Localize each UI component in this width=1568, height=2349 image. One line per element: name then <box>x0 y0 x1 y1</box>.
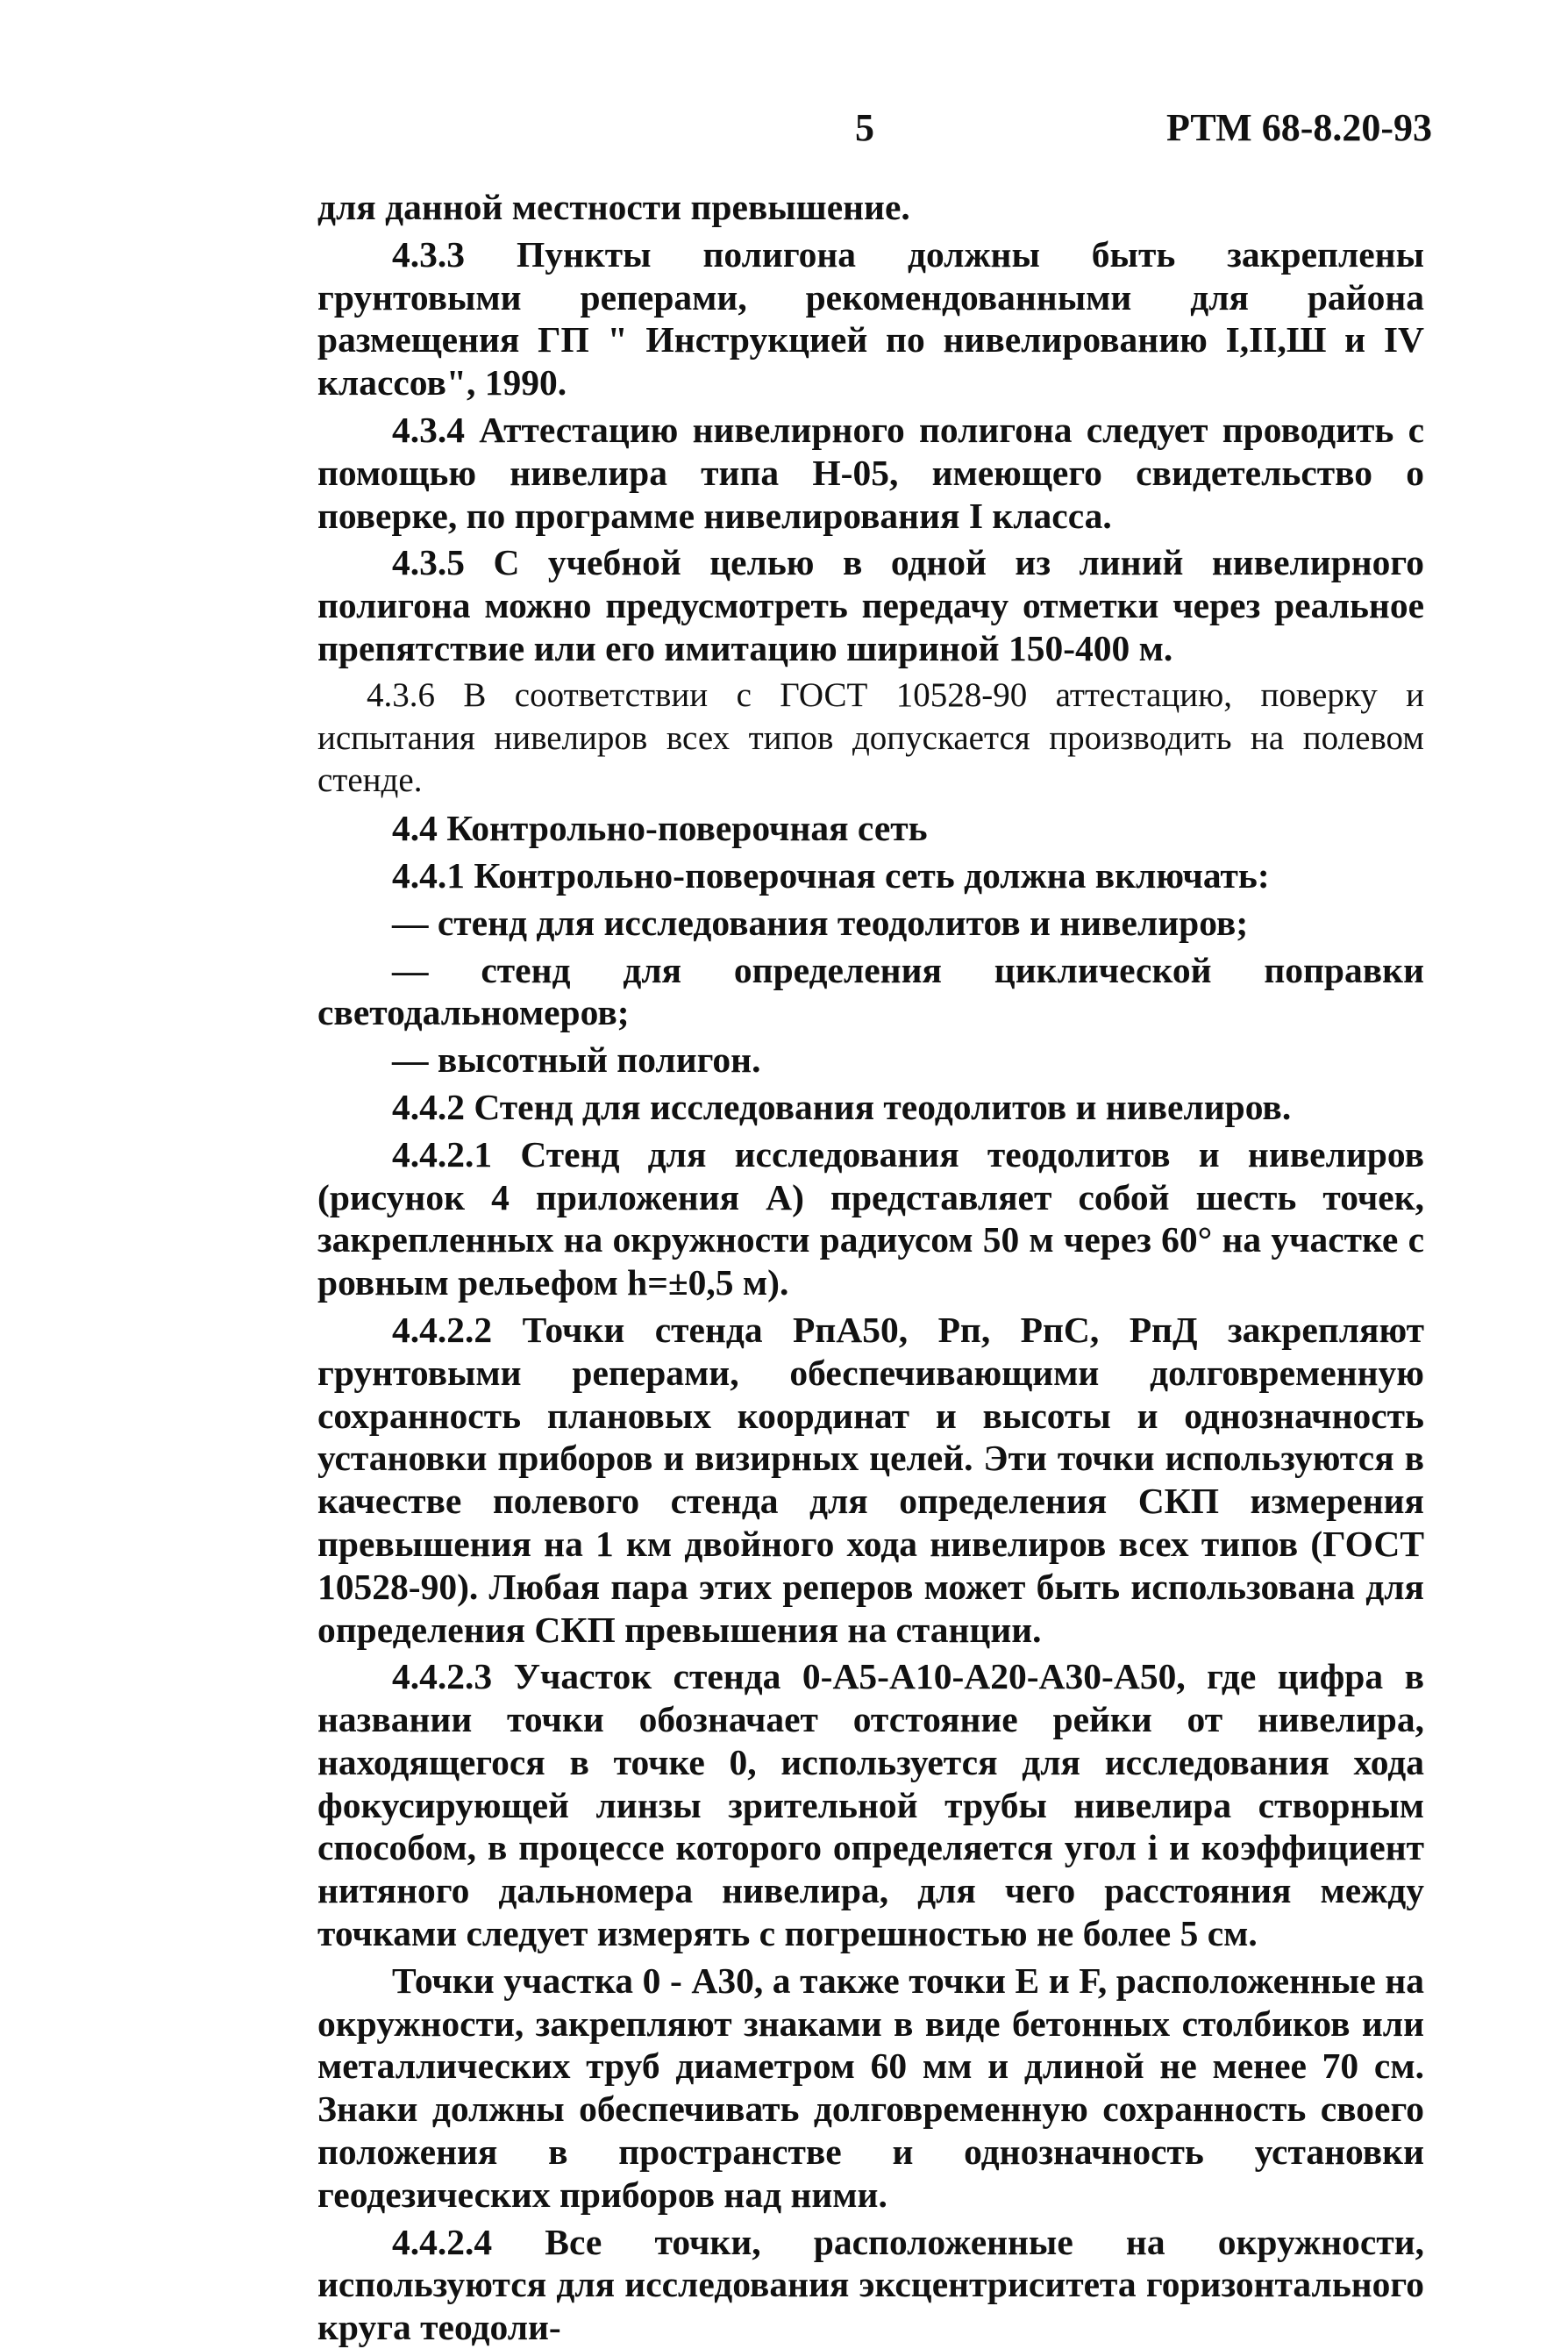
paragraph: 4.3.3 Пункты полигона должны быть закреплены грунтовыми реперами, рекомендованными для района размещения ГП " Инструкцией по нивелированию I,II,Ш и IV классов", 1990. <box>317 233 1424 403</box>
paragraph: 4.4.1 Контрольно-поверочная сеть должна включать: <box>392 854 1270 896</box>
list-item: — стенд для определения циклической поправки светодальномеров; <box>317 949 1424 1033</box>
paragraph: 4.4.2.3 Участок стенда 0-А5-А10-А20-А30-А50, где цифра в названии точки обозначает отстояние рейки от нивелира, находящегося в точке 0, используется для исследования хода фокусирующей линзы зрительной трубы нивелира створным способом, в процессе которого определяется угол i и коэффициент нитяного дальномера нивелира, для чего расстояния между точками следует измерять с погрешностью не более 5 см. <box>317 1656 1424 1954</box>
paragraph: 4.3.6 В соответствии с ГОСТ 10528-90 аттестацию, поверку и испытания нивелиров всех типов допускается производить на полевом стенде. <box>317 675 1424 800</box>
paragraph: 4.4.2 Стенд для исследования теодолитов и нивелиров. <box>392 1086 1292 1127</box>
body-text <box>317 186 1424 2349</box>
page-number: 5 <box>855 106 874 149</box>
paragraph: 4.4.2.1 Стенд для исследования теодолитов и нивелиров (рисунок 4 приложения А) представляет собой шесть точек, закрепленных на окружности радиусом 50 м через 60° на участке с ровным рельефом h=±0,5 м). <box>317 1133 1424 1303</box>
paragraph: 4.3.4 Аттестацию нивелирного полигона следует проводить с помощью нивелира типа Н-05, имеющего свидетельство о поверке, по программе нивелирования I класса. <box>317 409 1424 536</box>
paragraph: 4.3.5 С учебной целью в одной из линий нивелирного полигона можно предусмотреть передачу отметки через реальное препятствие или его имитацию шириной 150-400 м. <box>317 542 1424 668</box>
list-item: — высотный полигон. <box>392 1039 761 1081</box>
paragraph: для данной местности превышение. <box>317 187 910 227</box>
paragraph: 4.4.2.4 Все точки, расположенные на окружности, используются для исследования эксцентриситета горизонтального круга теодоли- <box>317 2221 1424 2348</box>
document-code: РТМ 68-8.20-93 <box>1166 106 1433 149</box>
page-header <box>0 105 1568 158</box>
paragraph: Точки участка 0 - А30, а также точки Е и F, расположенные на окружности, закрепляют знаками в виде бетонных столбиков или металлических труб диаметром 60 мм и длиной не менее 70 см. Знаки должны обеспечивать долговременную сохранность своего положения в пространстве и однозначность установки геодезических приборов над ними. <box>317 1960 1424 2215</box>
section-heading: 4.4 Контрольно-поверочная сеть <box>392 808 928 849</box>
paragraph: 4.4.2.2 Точки стенда РпА50, Рп, РпС, РпД закрепляют грунтовыми реперами, обеспечивающими долговременную сохранность плановых координат и высоты и однозначность установки приборов и визирных целей. Эти точки используются в качестве полевого стенда для определения СКП измерения превышения на 1 км двойного хода нивелиров всех типов (ГОСТ 10528-90). Любая пара этих реперов может быть использована для определения СКП превышения на станции. <box>317 1309 1424 1650</box>
list-item: — стенд для исследования теодолитов и нивелиров; <box>392 902 1249 943</box>
